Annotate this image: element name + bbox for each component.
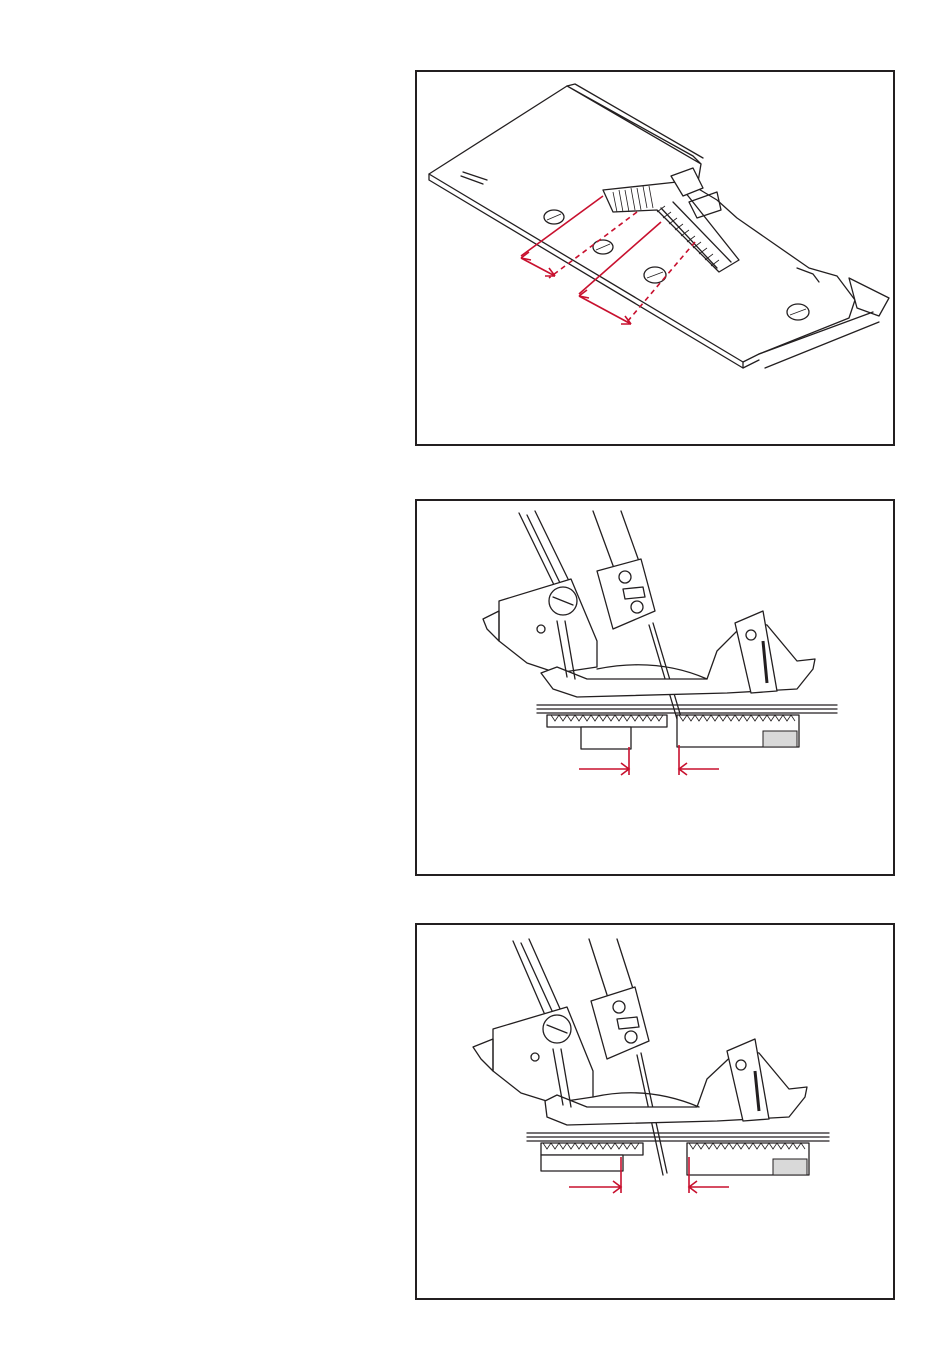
screw-icon: [787, 304, 809, 320]
figure-presser-foot-raised: [415, 499, 895, 876]
distance-arrow-icon: [579, 747, 629, 775]
needle-clamp-icon: [597, 559, 655, 629]
presser-foot-lowered-drawing: [417, 925, 893, 1298]
distance-arrow-icon: [679, 745, 719, 775]
needle-clamp-icon: [591, 987, 649, 1059]
screw-icon: [544, 210, 564, 224]
figure-needle-plate: [415, 70, 895, 446]
screw-icon: [644, 267, 666, 283]
feed-dog-icon: [541, 1143, 809, 1175]
feed-dog-icon: [547, 715, 799, 749]
presser-foot-raised-drawing: [417, 501, 893, 874]
figure-presser-foot-lowered: [415, 923, 895, 1300]
screw-icon: [593, 240, 613, 254]
needle-plate-drawing: [417, 72, 893, 445]
